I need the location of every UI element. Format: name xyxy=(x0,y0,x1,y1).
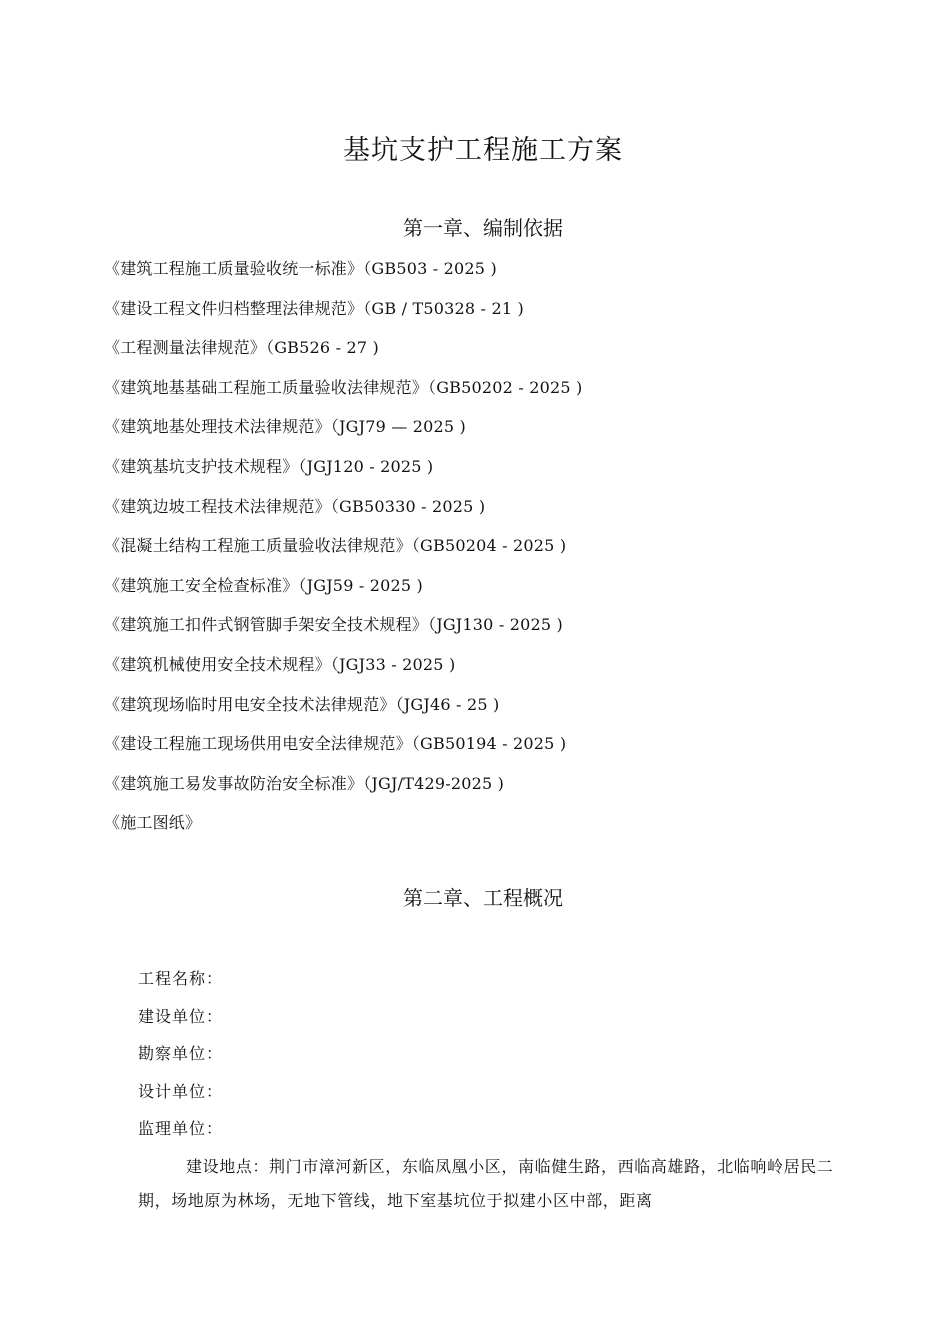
reference-item: 《建筑地基基础工程施工质量验收法律规范》（GB50202 - 2025 ) xyxy=(104,377,583,397)
reference-list xyxy=(104,258,582,852)
chapter-2-title: 第二章、工程概况 xyxy=(403,886,563,910)
reference-item: 《建筑边坡工程技术法律规范》（GB50330 - 2025 ) xyxy=(104,496,486,516)
reference-item: 《建筑基坑支护技术规程》（JGJ120 - 2025 ) xyxy=(104,456,434,476)
reference-item: 《建筑施工扣件式钢管脚手架安全技术规程》（JGJ130 - 2025 ) xyxy=(104,615,563,635)
reference-item: 《建筑现场临时用电安全技术法律规范》（JGJ46 - 25 ) xyxy=(104,694,500,714)
project-name-field: 工程名称： xyxy=(138,969,224,988)
reference-item: 《建设工程施工现场供用电安全法律规范》（GB50194 - 2025 ) xyxy=(104,734,567,754)
reference-item: 《建设工程文件归档整理法律规范》（GB / T50328 - 21 ) xyxy=(104,298,524,318)
document-title: 基坑支护工程施工方案 xyxy=(343,135,623,166)
location-paragraph: 建设地点：荆门市漳河新区，东临凤凰小区，南临健生路，西临高雄路，北临响岭居民二期，场地原为林场，无地下管线，地下室基坑位于拟建小区中部，距离 xyxy=(138,1157,834,1210)
reference-item: 《建筑地基处理技术法律规范》（JGJ79 — 2025 ) xyxy=(104,417,466,437)
reference-item: 《建筑机械使用安全技术规程》（JGJ33 - 2025 ) xyxy=(104,654,456,674)
owner-unit-field: 建设单位： xyxy=(138,1006,224,1026)
reference-item: 《工程测量法律规范》（GB526 - 27 ) xyxy=(104,338,379,358)
supervision-unit-field: 监理单位： xyxy=(138,1119,224,1138)
chapter-1-title: 第一章、编制依据 xyxy=(403,216,563,240)
reference-item: 《建筑工程施工质量验收统一标准》（GB503 - 2025 ) xyxy=(104,259,497,278)
reference-item: 《建筑施工易发事故防治安全标准》（JGJ/T429-2025 ) xyxy=(104,773,505,793)
reference-item: 《建筑施工安全检查标准》（JGJ59 - 2025 ) xyxy=(104,575,423,595)
reference-item: 《施工图纸》 xyxy=(104,813,202,833)
design-unit-field: 设计单位： xyxy=(138,1081,224,1101)
reference-item: 《混凝土结构工程施工质量验收法律规范》（GB50204 - 2025 ) xyxy=(104,536,567,556)
survey-unit-field: 勘察单位： xyxy=(138,1044,224,1063)
project-info-list xyxy=(138,968,223,1156)
